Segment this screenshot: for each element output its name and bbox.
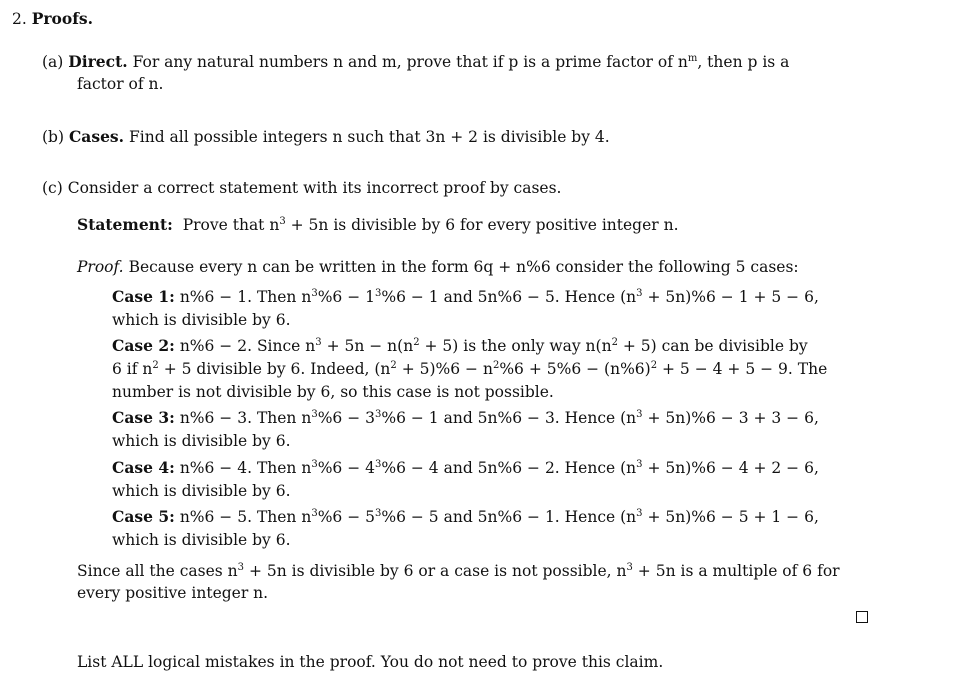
case-text: %6 − 1 and 5n%6 − 5. Hence (n: [381, 288, 637, 306]
statement: [77, 214, 679, 236]
part-a-superscript: m: [687, 53, 698, 64]
superscript: 3: [315, 337, 322, 348]
case-1-line1: [112, 286, 819, 308]
superscript: 3: [375, 409, 382, 420]
superscript: 3: [311, 459, 318, 470]
case-text: + 5) can be divisible by: [617, 337, 808, 355]
case-text: + 5n)%6 − 3 + 3 − 6,: [642, 409, 819, 427]
case-text: 6 if n: [112, 360, 153, 378]
superscript: 2: [611, 337, 618, 348]
case-2-line2: [112, 358, 827, 380]
case-text: n%6 − 1. Then n: [179, 288, 312, 306]
superscript: 3: [311, 508, 318, 519]
superscript: 3: [636, 409, 643, 420]
conclusion-line2: every positive integer n.: [77, 584, 269, 602]
case-label: Case 3:: [112, 408, 175, 427]
part-a-line2: factor of n.: [77, 75, 164, 93]
superscript: 3: [311, 288, 318, 299]
case-2-line1: [112, 335, 808, 357]
part-a-title: Direct.: [68, 52, 128, 71]
case-text: + 5n)%6 − 4 + 2 − 6,: [642, 459, 819, 477]
case-text: %6 − 3: [317, 409, 375, 427]
case-text: + 5n)%6 − 1 + 5 − 6,: [642, 288, 819, 306]
superscript: 2: [650, 360, 658, 371]
proof-intro-text: Because every n can be written in the form 6q + n%6 consider the following 5 cases:: [128, 258, 799, 276]
superscript: 2: [413, 337, 420, 348]
case-label: Case 5:: [112, 507, 175, 526]
case-text: + 5)%6 − n: [396, 360, 493, 378]
superscript: 3: [626, 562, 633, 573]
part-b-label: (b): [42, 128, 65, 146]
part-c-label: (c): [42, 179, 63, 197]
case-text: %6 − 1 and 5n%6 − 3. Hence (n: [381, 409, 637, 427]
case-text: n%6 − 3. Then n: [179, 409, 312, 427]
statement-text-b: + 5n is divisible by 6 for every positive integer n.: [285, 216, 679, 234]
section-heading: [12, 8, 93, 30]
case-text: %6 − 5: [317, 508, 375, 526]
case-4-line1: [112, 457, 819, 479]
conclusion-text: + 5n is divisible by 6 or a case is not possible, n: [244, 562, 627, 580]
case-text: %6 − 1: [317, 288, 375, 306]
part-b: [42, 126, 610, 148]
qed-box-icon: [856, 611, 868, 623]
case-text: %6 − 4 and 5n%6 − 2. Hence (n: [381, 459, 637, 477]
superscript: 2: [390, 360, 397, 371]
section-number: 2.: [12, 10, 27, 28]
superscript: 3: [375, 459, 382, 470]
case-text: %6 − 4: [317, 459, 375, 477]
part-c-intro-text: Consider a correct statement with its incorrect proof by cases.: [67, 179, 562, 197]
superscript: 3: [636, 288, 643, 299]
statement-superscript: 3: [279, 216, 286, 227]
case-label: Case 4:: [112, 458, 175, 477]
case-3-line2: which is divisible by 6.: [112, 432, 291, 450]
case-text: + 5 − 4 + 5 − 9. The: [657, 360, 828, 378]
task-instruction: List ALL logical mistakes in the proof. You do not need to prove this claim.: [77, 653, 664, 671]
case-text: + 5n)%6 − 5 + 1 − 6,: [642, 508, 819, 526]
part-a-text: For any natural numbers n and m, prove that if p is a prime factor of n: [132, 53, 688, 71]
statement-text-a: Prove that n: [182, 216, 280, 234]
case-label: Case 1:: [112, 287, 175, 306]
part-a-label: (a): [42, 53, 64, 71]
conclusion-text: + 5n is a multiple of 6 for: [632, 562, 840, 580]
case-label: Case 2:: [112, 336, 175, 355]
case-text: + 5 divisible by 6. Indeed, (n: [158, 360, 391, 378]
case-text: n%6 − 5. Then n: [179, 508, 312, 526]
case-text: n%6 − 4. Then n: [179, 459, 312, 477]
statement-label: Statement:: [77, 215, 173, 234]
part-b-title: Cases.: [68, 127, 125, 146]
part-b-text: Find all possible integers n such that 3n + 2 is divisible by 4.: [129, 128, 610, 146]
proof-intro: [77, 256, 799, 278]
superscript: 3: [375, 508, 382, 519]
part-a-text-end: , then p is a: [697, 53, 790, 71]
case-text: n%6 − 2. Since n: [179, 337, 316, 355]
case-3-line1: [112, 407, 819, 429]
case-5-line1: [112, 506, 819, 528]
case-text: %6 + 5%6 − (n%6): [499, 360, 651, 378]
conclusion-text: Since all the cases n: [77, 562, 238, 580]
superscript: 3: [636, 459, 643, 470]
superscript: 2: [492, 360, 500, 371]
case-text: %6 − 5 and 5n%6 − 1. Hence (n: [381, 508, 637, 526]
superscript: 3: [636, 508, 643, 519]
case-1-line2: which is divisible by 6.: [112, 311, 291, 329]
case-text: + 5) is the only way n(n: [419, 337, 612, 355]
case-5-line2: which is divisible by 6.: [112, 531, 291, 549]
part-a-line1: [42, 51, 789, 73]
superscript: 3: [375, 288, 382, 299]
case-text: + 5n − n(n: [321, 337, 414, 355]
superscript: 3: [311, 409, 318, 420]
part-c-intro: [42, 177, 562, 199]
superscript: 2: [152, 360, 159, 371]
conclusion-line1: [77, 560, 840, 582]
proof-label: Proof.: [77, 258, 124, 276]
section-title: Proofs.: [31, 9, 94, 28]
superscript: 3: [237, 562, 245, 573]
case-2-line3: number is not divisible by 6, so this case is not possible.: [112, 383, 554, 401]
case-4-line2: which is divisible by 6.: [112, 482, 291, 500]
